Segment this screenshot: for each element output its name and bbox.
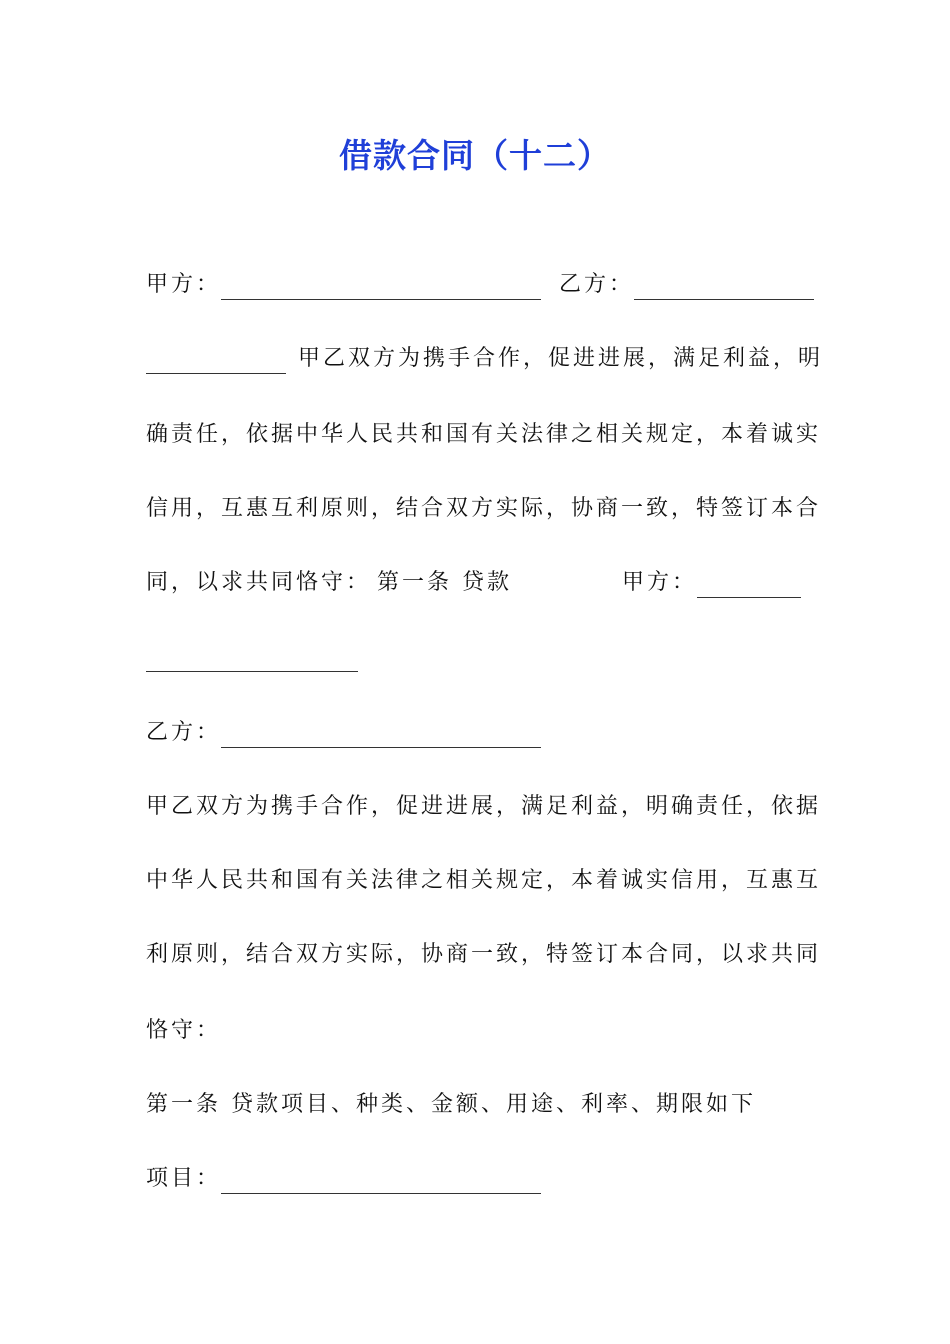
party-b-label: 乙方： [559,272,635,297]
party-a-blank[interactable] [221,277,541,300]
party-a-blank-2[interactable] [697,575,801,598]
party-a-blank-2-continued[interactable] [146,649,358,672]
project-label: 项目： [146,1166,222,1191]
article-1-line [146,1090,806,1120]
body-text-3: 利原则，结合双方实际，协商一致，特签订本合同，以求共同 [146,942,822,967]
article-heading-loan: 第一条 贷款 [377,570,513,595]
intro-line-3 [146,494,822,524]
project-line [146,1164,806,1194]
intro-text-4: 同，以求共同恪守： [146,570,372,595]
party-b-blank-2[interactable] [221,725,541,748]
intro-line-4 [146,568,806,598]
body-text-1: 甲乙双方为携手合作，促进进展，满足利益，明确责任，依据 [146,794,822,819]
party-b-blank[interactable] [634,277,814,300]
intro-line-1 [146,344,824,374]
body-line-2 [146,866,822,896]
article-1-text: 第一条 贷款项目、种类、金额、用途、利率、期限如下 [146,1092,756,1117]
party-b-line [146,718,806,748]
project-blank[interactable] [221,1171,541,1194]
party-a-label-2: 甲方： [622,570,698,595]
party-b-blank-continued[interactable] [146,351,286,374]
intro-text-2: 确责任，依据中华人民共和国有关法律之相关规定，本着诚实 [146,422,822,447]
intro-text-3: 信用，互惠互利原则，结合双方实际，协商一致，特签订本合 [146,496,822,521]
blank-line [146,642,806,672]
intro-line-2 [146,420,822,450]
body-line-4 [146,1016,806,1046]
party-a-label: 甲方： [146,272,222,297]
party-b-label-2: 乙方： [146,720,222,745]
body-text-2: 中华人民共和国有关法律之相关规定，本着诚实信用，互惠互 [146,868,822,893]
body-line-3 [146,940,822,970]
parties-line [146,270,806,300]
body-text-4: 恪守： [146,1018,222,1043]
body-line-1 [146,792,822,822]
document-title: 借款合同（十二） [339,136,611,175]
intro-text-1: 甲乙双方为携手合作，促进进展，满足利益，明 [298,346,824,371]
